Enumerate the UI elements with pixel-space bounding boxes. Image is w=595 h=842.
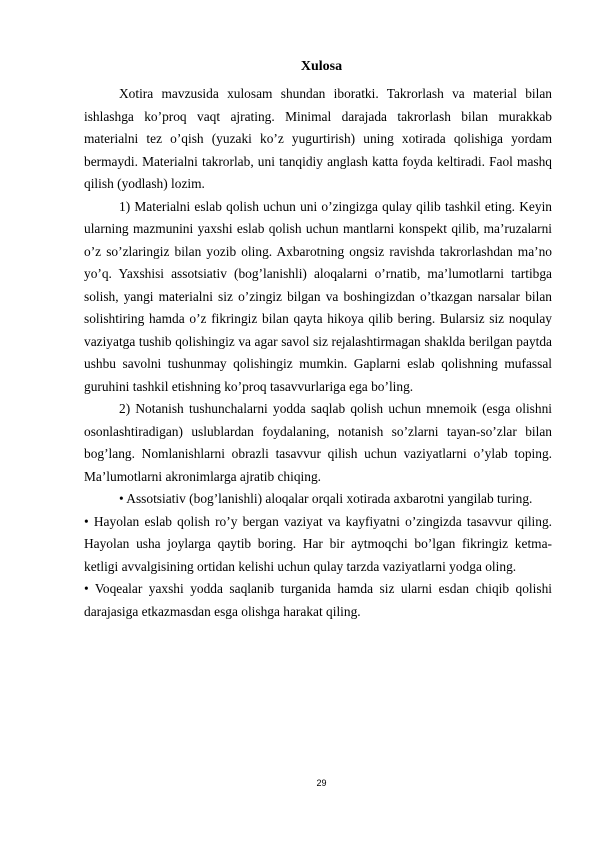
bullet-item-recall: • Voqealar yaxshi yodda saqlanib turganida hamda siz ularni esdan chiqib qolishi darajasiga etkazmasdan esga olishga harakat qiling. [84,581,552,619]
paragraph-bullet-associative: • Assotsiativ (bog’lanishli) aloqalar orqali xotirada axbarotni yangilab turing. [119,491,533,506]
document-body [84,83,552,623]
paragraph-point-2: 2) Notanish tushunchalarni yodda saqlab qolish uchun mnemoik (esga olishni osonlashtiradigan) uslublardan foydalaning, notanish so’zlarni tayan-so’zlar bilan bog’lang. Nomlanishlarni obrazli tasavvur qilish uchun vaziyatlarni o’ylab toping. Ma’lumotlarni akronimlarga ajratib chiqing. [84,401,552,484]
page-number: 29 [316,778,327,788]
page-title: Xulosa [300,59,343,74]
paragraph-intro: Xotira mavzusida xulosam shundan iboratki. Takrorlash va material bilan ishlashga ko’proq vaqt ajrating. Minimal darajada takrorlash bilan murakkab materialni tez o’qish (yuzaki ko’z yugurtirish) uning xotirada qolishiga yordam bermaydi. Materialni takrorlab, uni tanqidiy anglash katta foyda keltiradi. Faol mashq qilish (yodlash) lozim. [84,86,552,191]
bullet-item-imagine: • Hayolan eslab qolish ro’y bergan vaziyat va kayfiyatni o’zingizda tasavvur qiling. Hayolan usha joylarga qaytib boring. Har bir aytmoqchi bo’lgan fikringiz ketma-ketligi avvalgisining ortidan kelishi uchun qulay tarzda vaziyatlarni yodga oling. [84,513,552,574]
paragraph-point-1: 1) Materialni eslab qolish uchun uni o’zingizga qulay qilib tashkil eting. Keyin ularning mazmunini yaxshi eslab qolish uchun mantlarni konspekt qilib, ma’ruzalarni o’z so’zlaringiz bilan yozib oling. Axbarotning ongsiz ravishda takrorlashdan ma’no yo’q. Yaxshisi assotsiativ (bog’lanishli) aloqalarni o’rnatib, ma’lumotlarni tartibga solish, yangi materialni siz o’zingiz bilgan va boshingizdan o’tkazgan narsalar bilan solishtiring hamda o’z fikringiz bilan qayta hikoya qilib bering. Bularsiz siz noqulay vaziyatga tushib qolishingiz va agar savol siz rejalashtirmagan shaklda berilgan paytda ushbu savolni tushunmay qolishingiz mumkin. Gaplarni eslab qolishning mufassal guruhini tashkil etishning ko’proq tasavvurlariga ega bo’ling. [84,198,552,394]
